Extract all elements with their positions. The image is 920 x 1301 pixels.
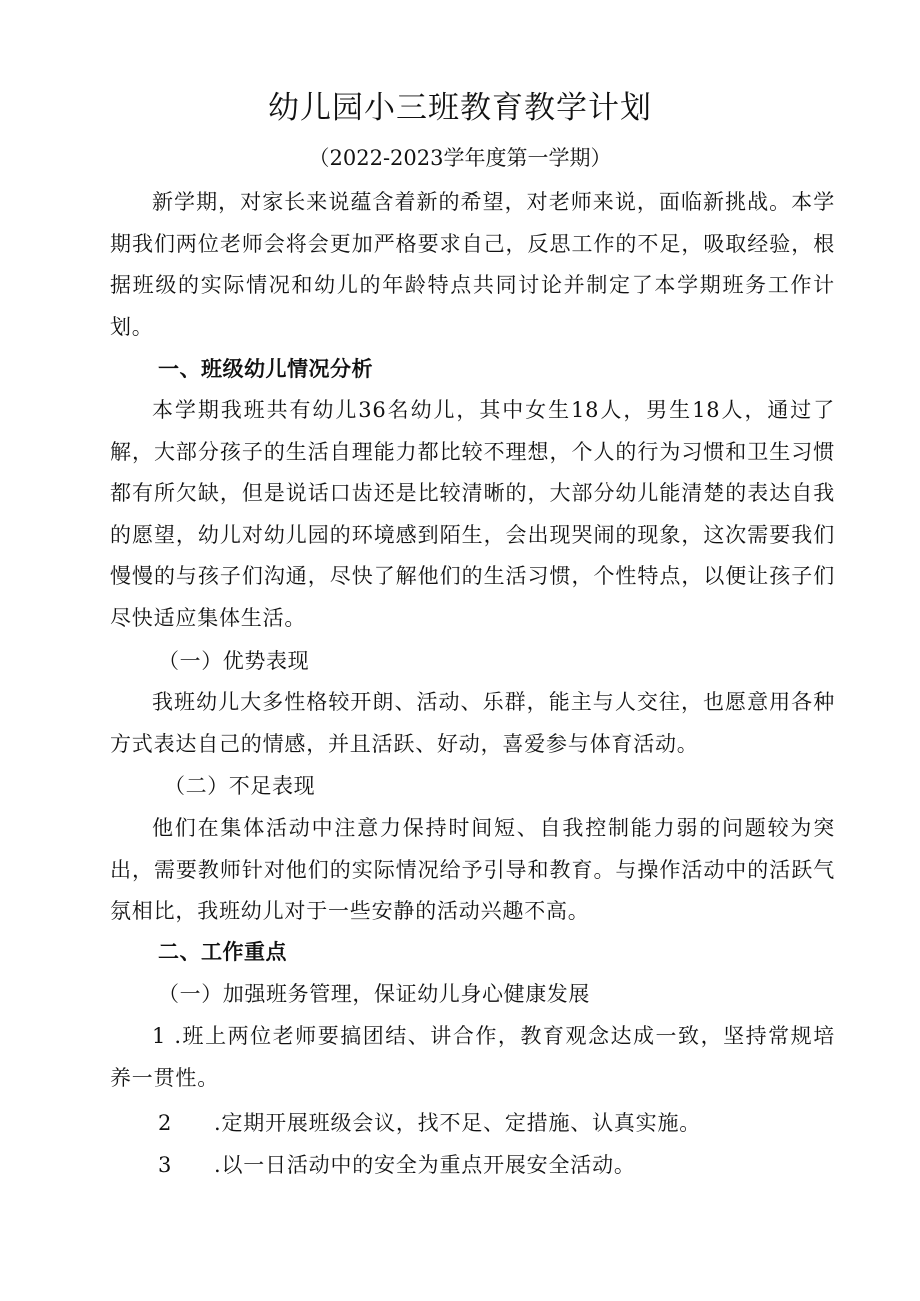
section1-sub1-heading: （一）优势表现 (158, 649, 310, 673)
document-title: 幼儿园小三班教育教学计划 (268, 90, 652, 126)
section1-heading: 一、班级幼儿情况分析 (158, 357, 373, 381)
work-item-2-text: .定期开展班级会议，找不足、定措施、认真实施。 (214, 1111, 702, 1135)
section2-sub1-heading: （一）加强班务管理，保证幼儿身心健康发展 (158, 982, 590, 1006)
work-item-3 (158, 1145, 636, 1187)
section1-sub1-paragraph: 我班幼儿大多性格较开朗、活动、乐群，能主与人交往，也愿意用各种方式表达自己的情感，并且活跃、好动，喜爱参与体育活动。 (110, 690, 835, 756)
document-subtitle: （2022-2023学年度第一学期） (308, 146, 612, 170)
work-item-1: 1 .班上两位老师要搞团结、讲合作，教育观念达成一致，坚持常规培养一贯性。 (110, 1024, 835, 1090)
work-item-3-text: .以一日活动中的安全为重点开展安全活动。 (214, 1153, 636, 1177)
intro-paragraph: 新学期，对家长来说蕴含着新的希望，对老师来说，面临新挑战。本学期我们两位老师会将会更加严格要求自己，反思工作的不足，吸取经验，根据班级的实际情况和幼儿的年龄特点共同讨论并制定了本学期班务工作计划。 (110, 190, 835, 339)
work-item-2-number: 2 (158, 1111, 173, 1135)
work-item-2 (158, 1103, 701, 1145)
section2-heading: 二、工作重点 (158, 940, 287, 964)
section1-sub2-paragraph: 他们在集体活动中注意力保持时间短、自我控制能力弱的问题较为突出，需要教师针对他们的实际情况给予引导和教育。与操作活动中的活跃气氛相比，我班幼儿对于一些安静的活动兴趣不高。 (110, 816, 835, 924)
section1-sub2-heading: （二）不足表现 (164, 774, 316, 798)
work-item-3-number: 3 (158, 1153, 173, 1177)
section1-paragraph: 本学期我班共有幼儿36名幼儿，其中女生18人，男生18人，通过了解，大部分孩子的生活自理能力都比较不理想，个人的行为习惯和卫生习惯都有所欠缺，但是说话口齿还是比较清晰的，大部分幼儿能清楚的表达自我的愿望，幼儿对幼儿园的环境感到陌生，会出现哭闹的现象，这次需要我们慢慢的与孩子们沟通，尽快了解他们的生活习惯，个性特点，以便让孩子们尽快适应集体生活。 (110, 398, 835, 630)
